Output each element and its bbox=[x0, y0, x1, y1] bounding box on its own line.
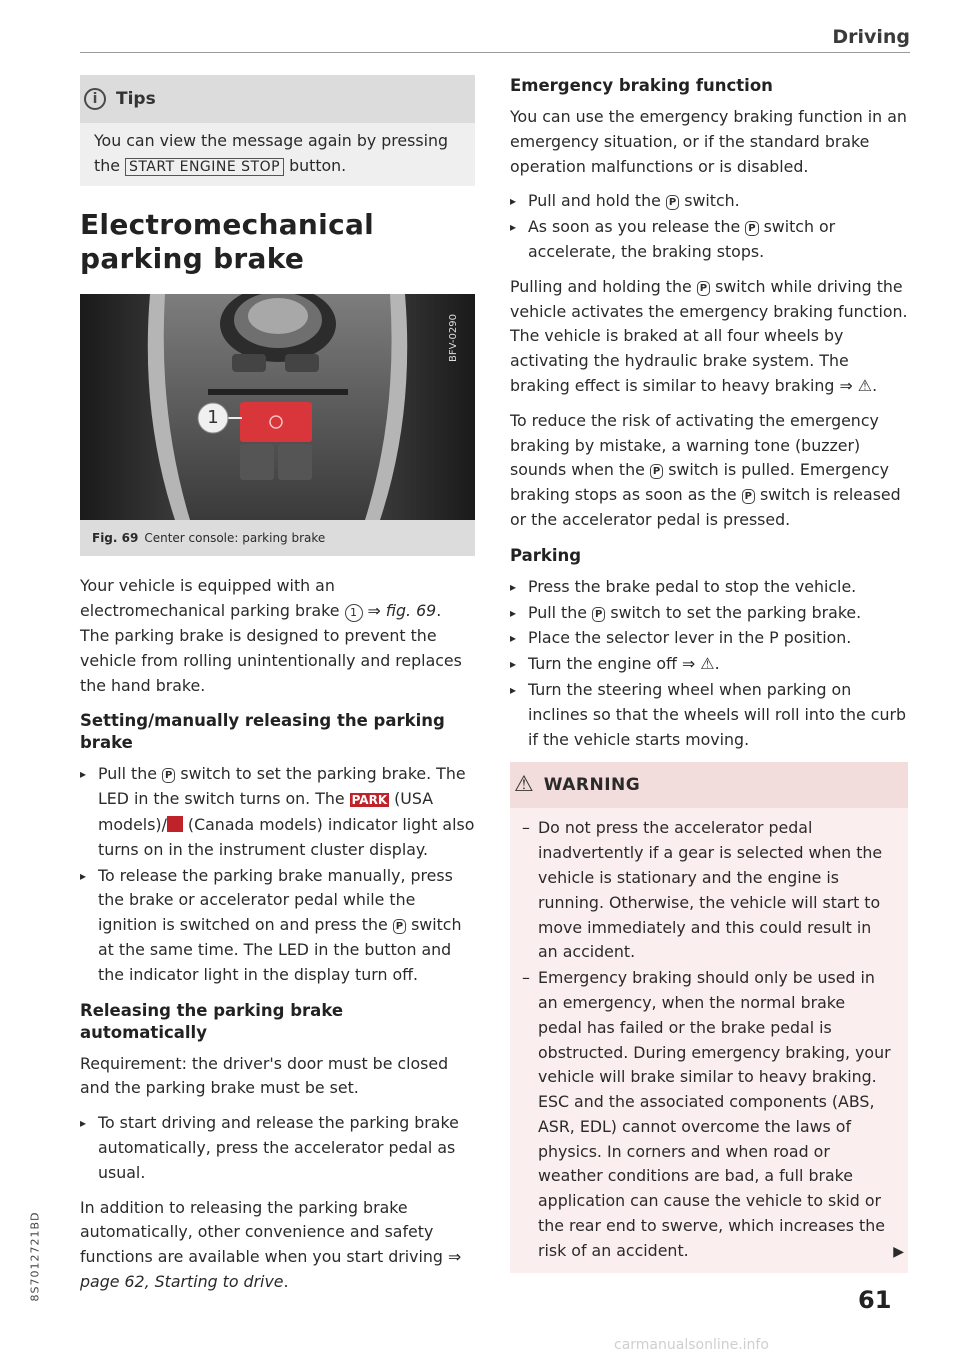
parking-brake-switch-icon: P bbox=[745, 221, 758, 236]
parking-brake-switch-icon: P bbox=[697, 281, 710, 296]
figure-caption: Fig. 69 Center console: parking brake bbox=[80, 520, 475, 557]
left-column bbox=[80, 75, 475, 1305]
tips-title: Tips bbox=[116, 88, 156, 109]
intro-paragraph: Your vehicle is equipped with an electromechanical parking brake 1 ⇒ fig. 69. The parking brake is designed to prevent the vehicle from rolling unintentionally and replaces the hand brake. bbox=[80, 576, 462, 695]
page-number: 61 bbox=[858, 1286, 892, 1314]
list-item: ▸ Pull and hold the P switch. bbox=[510, 189, 908, 214]
parking-heading: Parking bbox=[510, 545, 582, 565]
warning-ref-link[interactable]: ⇒ ⚠ bbox=[682, 654, 715, 673]
header-rule bbox=[80, 52, 910, 53]
list-item: ▸ Turn the engine off ⇒ ⚠. bbox=[510, 652, 908, 677]
warning-triangle-icon: ⚠ bbox=[857, 375, 873, 395]
fig-ref-link[interactable]: ⇒ fig. 69 bbox=[367, 601, 437, 621]
emergency-paragraph-3: To reduce the risk of activating the emergency braking by mistake, a warning tone (buzzer) sounds when the P switch is pulled. Emergency braking stops as soon as the P switch is released or the accelerator pedal is pressed. bbox=[510, 410, 901, 529]
warning-title: WARNING bbox=[543, 774, 641, 795]
emergency-intro: You can use the emergency braking function in an emergency situation, or if the standard brake operation malfunctions or is disabled. bbox=[510, 107, 907, 176]
page-ref-link[interactable]: ⇒ page 62, Starting to drive bbox=[80, 1247, 462, 1291]
parking-brake-switch-icon: P bbox=[666, 195, 679, 210]
park-indicator-icon: PARK bbox=[351, 793, 388, 808]
parking-brake-switch-icon: P bbox=[650, 464, 663, 479]
callout-ref: 1 bbox=[345, 604, 363, 622]
list-item: ▸ Place the selector lever in the P position. bbox=[510, 626, 908, 651]
watermark: carmanualsonline.info bbox=[614, 1337, 769, 1353]
list-item: ▸ Press the brake pedal to stop the vehicle. bbox=[510, 575, 908, 600]
tips-header bbox=[80, 75, 475, 123]
page-heading: Electromechanical parking brake bbox=[80, 207, 375, 275]
info-icon: i bbox=[84, 88, 106, 110]
parking-brake-switch-icon: P bbox=[592, 607, 605, 622]
tips-body: You can view the message again by pressing the START ENGINE STOP button. bbox=[80, 123, 475, 186]
list-item: ▸ To start driving and release the parking brake automatically, press the accelerator pedal as usual. bbox=[80, 1111, 475, 1185]
center-console-photo bbox=[80, 294, 475, 520]
parking-brake-switch-icon: P bbox=[162, 768, 175, 783]
emergency-list bbox=[510, 189, 908, 264]
warning-item: – Emergency braking should only be used in an emergency, when the normal brake pedal has failed or the brake pedal is obstructed. During emergency braking, your vehicle will brake similar to heavy braking. ESC and the associated components (ABS, ASR, EDL) cannot overcome the laws of physics. In corners and when road or weather conditions are bad, a full brake application can cause the vehicle to skid or the rear end to swerve, which increases the risk of an accident. bbox=[522, 966, 892, 1264]
continue-arrow-icon: ▶ bbox=[893, 1243, 904, 1260]
list-item: ▸ As soon as you release the P switch or accelerate, the braking stops. bbox=[510, 215, 908, 265]
releasing-list bbox=[80, 1111, 475, 1185]
emergency-heading: Emergency braking function bbox=[510, 76, 773, 95]
document-code: 8S7012721BD bbox=[28, 1211, 42, 1302]
setting-list bbox=[80, 762, 475, 987]
warning-header bbox=[510, 762, 908, 808]
list-item: ▸ Turn the steering wheel when parking on inclines so that the wheels will roll into the curb if the vehicle starts moving. bbox=[510, 678, 908, 752]
warning-box bbox=[510, 762, 908, 1272]
list-item: ▸ Pull the P switch to set the parking brake. bbox=[510, 601, 908, 626]
releasing-heading: Releasing the parking brake automatically bbox=[80, 1000, 344, 1042]
parking-list bbox=[510, 575, 908, 753]
start-engine-stop-key: START ENGINE STOP bbox=[125, 158, 284, 176]
warning-triangle-icon: ⚠ bbox=[700, 654, 715, 674]
convenience-paragraph: In addition to releasing the parking brake automatically, other convenience and safety functions are available when you start driving ⇒ page 62, Starting to drive. bbox=[80, 1197, 462, 1291]
setting-heading: Setting/manually releasing the parking brake bbox=[80, 711, 445, 753]
right-column bbox=[510, 75, 908, 1273]
emergency-paragraph-2: Pulling and holding the P switch while driving the vehicle activates the emergency braking function. The vehicle is braked at all four wheels by activating the hydraulic brake system. The braking effect is similar to heavy braking ⇒ ⚠. bbox=[510, 275, 908, 399]
callout-number: 1 bbox=[207, 406, 219, 428]
requirement-paragraph: Requirement: the driver's door must be closed and the parking brake must be set. bbox=[80, 1053, 449, 1098]
canada-indicator-icon bbox=[167, 816, 183, 832]
warning-item: – Do not press the accelerator pedal inadvertently if a gear is selected when the vehicle is stationary and the engine is running. Otherwise, the vehicle will start to move immediately and this could result in an accident. bbox=[522, 816, 892, 965]
figure-label: Fig. 69 bbox=[92, 530, 139, 545]
warning-triangle-icon: ⚠ bbox=[514, 771, 534, 797]
warning-body bbox=[510, 808, 908, 1272]
console-illustration bbox=[80, 294, 475, 520]
warning-ref-link[interactable]: ⇒ ⚠ bbox=[839, 376, 872, 395]
parking-brake-switch-icon: P bbox=[742, 489, 755, 504]
list-item: ▸ Pull the P switch to set the parking brake. The LED in the switch turns on. The PARK (USA models)/ (Canada models) indicator light also turns on in the instrument cluster display. bbox=[80, 762, 475, 862]
parking-brake-switch-icon: P bbox=[393, 919, 406, 934]
list-item: ▸ To release the parking brake manually, press the brake or accelerator pedal while the ignition is switched on and press the P switch at the same time. The LED in the button and the indicator light in the display turn off. bbox=[80, 864, 475, 988]
section-title: Driving bbox=[832, 26, 910, 48]
figure-code: BFV-0290 bbox=[448, 313, 460, 362]
